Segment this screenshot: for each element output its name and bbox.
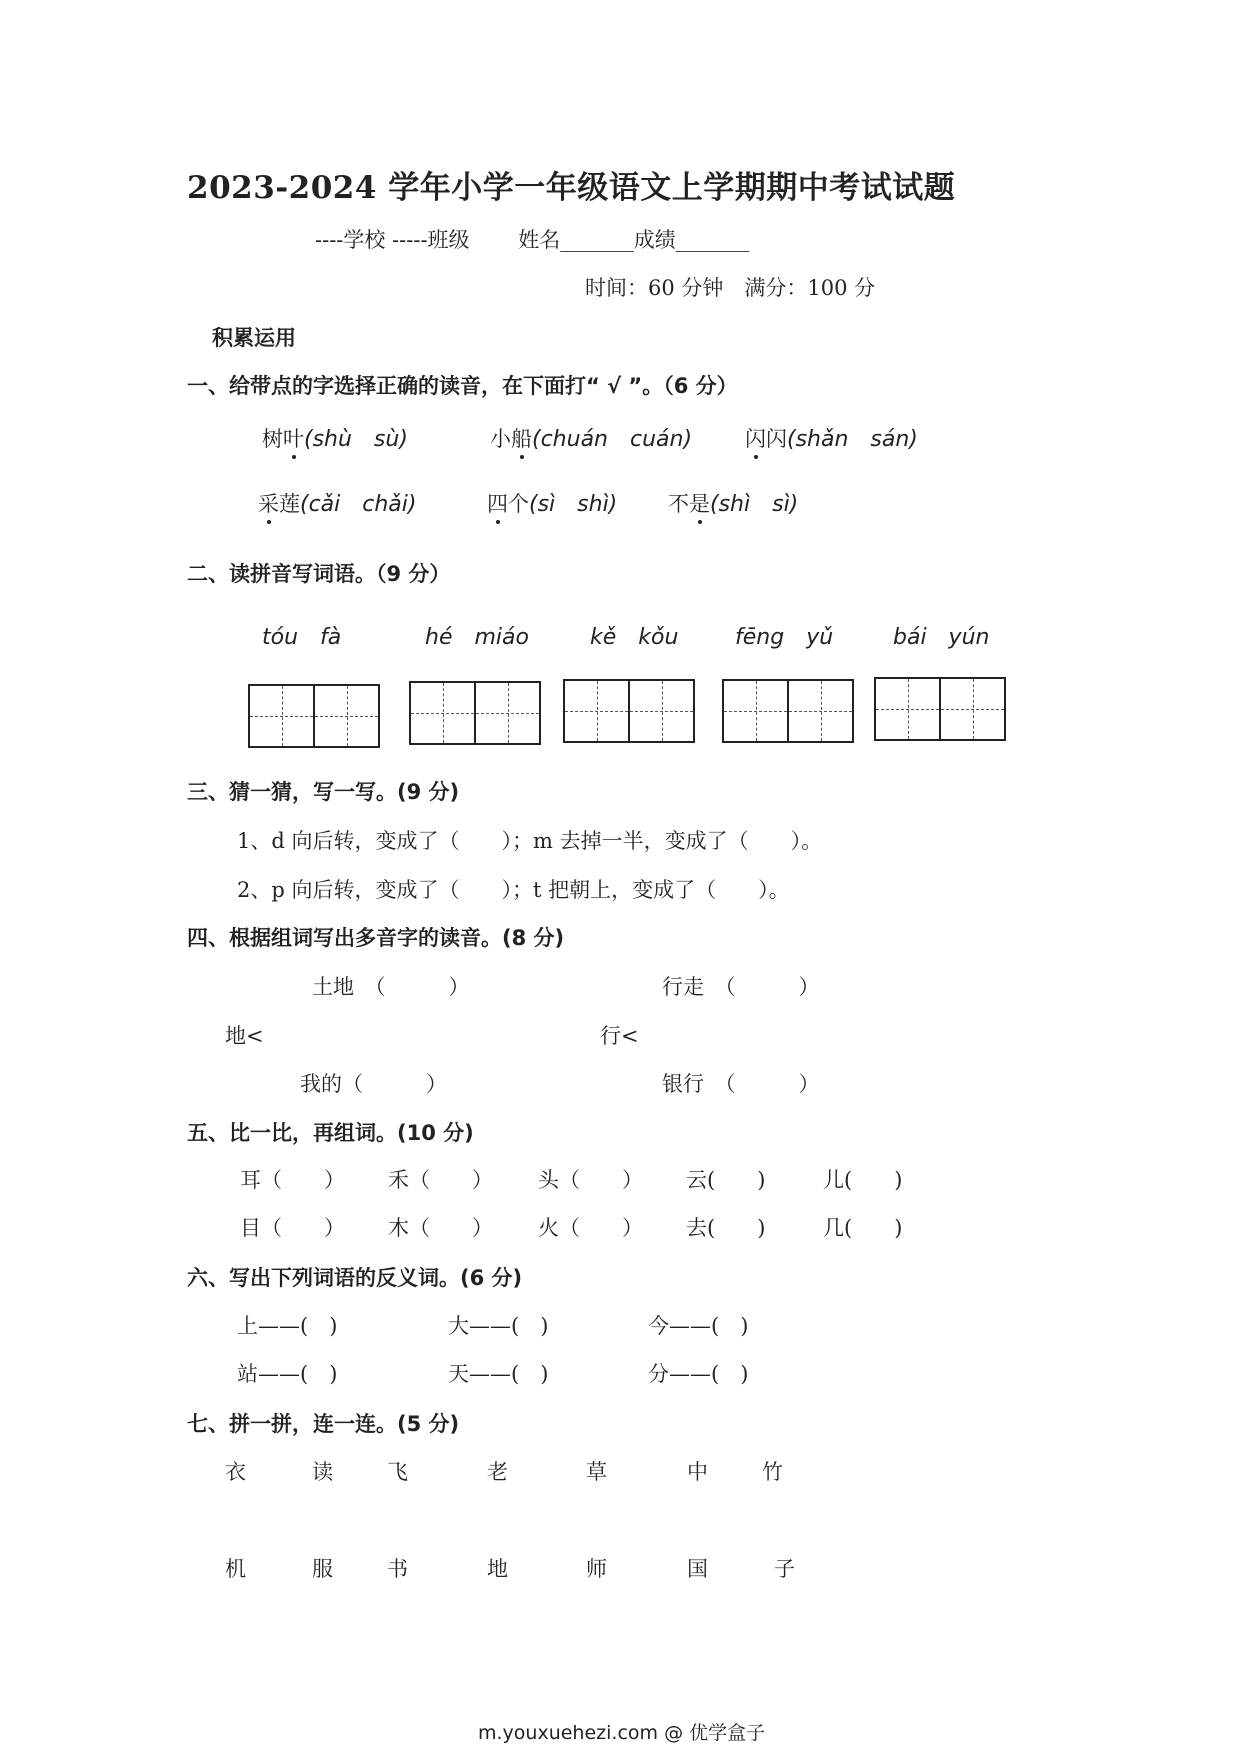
q1-dotted-char: 是 <box>689 488 710 518</box>
q7-bottom-char: 子 <box>774 1557 795 1581</box>
q1-char: 小 <box>490 427 511 451</box>
q7-heading: 七、拼一拼，连一连。(5 分) <box>187 1412 460 1436</box>
q6-item: 大——( ) <box>448 1314 549 1338</box>
q5-item: 儿( ) <box>823 1168 903 1192</box>
section-label: 积累运用 <box>212 326 296 350</box>
q1-heading: 一、给带点的字选择正确的读音，在下面打“ √ ”。（6 分） <box>187 374 738 398</box>
q1-pinyin-options: (cǎi chǎi) <box>300 492 417 517</box>
q7-bottom-char: 书 <box>387 1557 408 1581</box>
q1-item <box>490 422 692 453</box>
q1-char: 个 <box>508 492 529 516</box>
q5-item: 几( ) <box>823 1216 903 1240</box>
q7-top-char: 老 <box>487 1460 508 1484</box>
q4-heading: 四、根据组词写出多音字的读音。(8 分) <box>187 926 565 950</box>
q1-item <box>668 487 798 518</box>
q1-pinyin-options: (chuán cuán) <box>532 427 693 452</box>
q5-item: 禾（ ） <box>388 1168 493 1192</box>
writing-grid[interactable] <box>248 684 380 748</box>
q3-line: 2、p 向后转，变成了（ ）；t 把朝上，变成了（ ）。 <box>237 878 790 902</box>
q1-pinyin-options: (shì sì) <box>710 492 799 517</box>
q7-top-char: 读 <box>312 1460 333 1484</box>
q1-pinyin-options: (shǎn sán) <box>787 427 918 452</box>
writing-grid[interactable] <box>409 681 541 745</box>
student-info-line: ----学校 -----班级 姓名_______成绩_______ <box>315 228 750 252</box>
exam-time-line: 时间：60 分钟 满分：100 分 <box>585 276 876 300</box>
q1-char: 莲 <box>279 492 300 516</box>
q7-top-char: 飞 <box>387 1460 408 1484</box>
q2-pinyin: hé miáo <box>425 625 529 650</box>
q4-right-bottom: 银行 （ ） <box>662 1072 820 1096</box>
q7-top-char: 中 <box>687 1460 708 1484</box>
q1-char: 不 <box>668 492 689 516</box>
q4-left-top: 土地 （ ） <box>312 975 470 999</box>
q1-item <box>262 422 408 453</box>
q2-heading: 二、读拼音写词语。（9 分） <box>187 562 451 586</box>
q6-item: 天——( ) <box>448 1362 549 1386</box>
q6-heading: 六、写出下列词语的反义词。(6 分) <box>187 1266 523 1290</box>
q1-dotted-char: 四 <box>487 488 508 518</box>
q5-item: 木（ ） <box>388 1216 493 1240</box>
q7-top-char: 竹 <box>762 1460 783 1484</box>
q6-item: 上——( ) <box>237 1314 338 1338</box>
q1-item <box>487 487 617 518</box>
q2-pinyin: kě kǒu <box>590 625 679 650</box>
footer-watermark: m.youxuehezi.com @ 优学盒子 <box>478 1722 766 1744</box>
writing-grid[interactable] <box>722 679 854 743</box>
q7-bottom-char: 地 <box>487 1557 508 1581</box>
q1-item <box>745 422 918 453</box>
q6-item: 今——( ) <box>648 1314 749 1338</box>
q2-pinyin: bái yún <box>893 625 990 650</box>
q1-dotted-char: 船 <box>511 423 532 453</box>
q5-heading: 五、比一比，再组词。(10 分) <box>187 1121 474 1145</box>
q4-right-char: 行< <box>600 1024 639 1048</box>
q5-item: 火（ ） <box>538 1216 643 1240</box>
q3-line: 1、d 向后转，变成了（ ）；m 去掉一半，变成了（ ）。 <box>237 829 823 853</box>
q7-bottom-char: 机 <box>225 1557 246 1581</box>
q5-item: 云( ) <box>686 1168 766 1192</box>
q1-char: 闪 <box>766 427 787 451</box>
writing-grid[interactable] <box>874 677 1006 741</box>
q7-top-char: 衣 <box>225 1460 246 1484</box>
q7-bottom-char: 师 <box>586 1557 607 1581</box>
q1-char: 树 <box>262 427 283 451</box>
q1-dotted-char: 叶 <box>283 423 304 453</box>
q7-bottom-char: 国 <box>687 1557 708 1581</box>
q5-item: 去( ) <box>686 1216 766 1240</box>
q5-item: 目（ ） <box>240 1216 345 1240</box>
q4-right-top: 行走 （ ） <box>662 975 820 999</box>
q2-pinyin: fēng yǔ <box>735 625 834 650</box>
q4-left-bottom: 我的（ ） <box>300 1072 447 1096</box>
q2-pinyin: tóu fà <box>262 625 342 650</box>
q1-pinyin-options: (shù sù) <box>304 427 408 452</box>
page-title: 2023-2024 学年小学一年级语文上学期期中考试试题 <box>187 170 956 206</box>
q1-item <box>258 487 417 518</box>
q6-item: 分——( ) <box>648 1362 749 1386</box>
q7-bottom-char: 服 <box>312 1557 333 1581</box>
q1-dotted-char: 采 <box>258 488 279 518</box>
q5-item: 耳（ ） <box>240 1168 345 1192</box>
q4-left-char: 地< <box>225 1024 264 1048</box>
q1-pinyin-options: (sì shì) <box>529 492 618 517</box>
q6-item: 站——( ) <box>237 1362 338 1386</box>
q1-dotted-char: 闪 <box>745 423 766 453</box>
q7-top-char: 草 <box>586 1460 607 1484</box>
q5-item: 头（ ） <box>538 1168 643 1192</box>
q3-heading: 三、猜一猜，写一写。(9 分) <box>187 780 460 804</box>
writing-grid[interactable] <box>563 679 695 743</box>
